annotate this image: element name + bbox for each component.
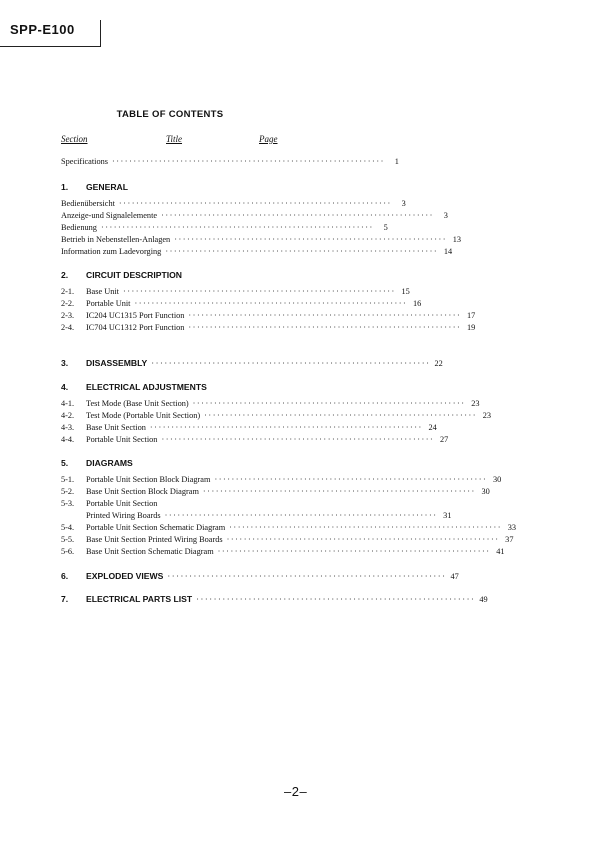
toc-heading-exploded-views[interactable] <box>61 570 459 582</box>
leader-dots: ································································ <box>217 547 491 556</box>
leader-dots: ································································ <box>165 247 439 256</box>
leader-dots: ································································ <box>149 423 423 432</box>
subsection-number: 2-4. <box>61 323 75 332</box>
leader-dots: ································································ <box>188 323 462 332</box>
leader-dots: ································································ <box>164 511 438 520</box>
toc-entry-page: 19 <box>466 323 476 332</box>
toc-entry-title: IC704 UC1312 Port Function <box>86 323 185 332</box>
toc-heading-electrical-adjustments[interactable] <box>61 381 278 393</box>
section-title: ELECTRICAL ADJUSTMENTS <box>86 382 207 392</box>
toc-entry-title: Printed Wiring Boards <box>86 511 161 520</box>
toc-entry[interactable] <box>61 246 453 258</box>
leader-dots: ································································ <box>118 199 392 208</box>
toc-entry-page: 47 <box>450 572 459 581</box>
subsection-number: 4-3. <box>61 423 75 432</box>
toc-entry-specifications[interactable] <box>61 156 399 168</box>
column-header-section: Section <box>61 134 88 144</box>
toc-entry-page: 30 <box>481 487 490 496</box>
toc-entry-title: Portable Unit Section Schematic Diagram <box>86 523 226 532</box>
toc-entry-page: 30 <box>492 475 502 484</box>
subsection-number: 5-6. <box>61 547 75 556</box>
page-number: –2– <box>284 784 308 799</box>
toc-entry[interactable] <box>61 286 410 298</box>
section-title: DISASSEMBLY <box>86 358 148 368</box>
toc-entry-page: 27 <box>439 435 449 444</box>
toc-entry-title: Test Mode (Base Unit Section) <box>86 399 189 408</box>
section-number: 4. <box>61 382 69 392</box>
toc-entry-title: Base Unit <box>86 287 119 296</box>
toc-entry[interactable] <box>61 310 476 322</box>
toc-entry-page: 23 <box>471 399 480 408</box>
toc-entry-title: Anzeige-und Signalelemente <box>61 211 158 220</box>
toc-entry-title: Betrieb in Nebenstellen-Anlagen <box>61 235 171 244</box>
subsection-number: 4-4. <box>61 435 75 444</box>
subsection-number: 5-3. <box>61 499 75 508</box>
leader-dots: ································································ <box>229 523 502 532</box>
toc-entry-page: 5 <box>383 223 388 232</box>
toc-entry-page: 23 <box>482 411 491 420</box>
toc-entry-page: 37 <box>505 535 514 544</box>
leader-dots: ································································ <box>134 299 408 308</box>
toc-entry-page: 17 <box>466 311 476 320</box>
toc-entry[interactable] <box>61 498 278 510</box>
toc-entry[interactable] <box>61 546 505 558</box>
toc-entry[interactable] <box>61 474 502 486</box>
toc-heading-general[interactable] <box>61 181 278 193</box>
leader-dots: ································································ <box>214 475 488 484</box>
toc-entry[interactable] <box>61 534 514 546</box>
leader-dots: ································································ <box>112 157 385 166</box>
toc-entry[interactable] <box>61 298 422 310</box>
leader-dots: ································································ <box>122 287 396 296</box>
toc-entry-page: 22 <box>434 359 443 368</box>
leader-dots: ································································ <box>204 411 477 420</box>
leader-dots: ································································ <box>196 594 476 604</box>
toc-entry-title: Test Mode (Portable Unit Section) <box>86 411 201 420</box>
section-number: 3. <box>61 358 69 368</box>
toc-entry-page: 41 <box>496 547 505 556</box>
toc-entry-title: Portable Unit <box>86 299 131 308</box>
toc-entry-page: 3 <box>401 199 406 208</box>
toc-entry-title: Bedienung <box>61 223 97 232</box>
subsection-number: 4-2. <box>61 411 75 420</box>
toc-entry-page: 16 <box>413 299 422 308</box>
toc-entry-page: 13 <box>452 235 462 244</box>
toc-entry-title: Information zum Ladevorging <box>61 247 162 256</box>
toc-entry-page: 33 <box>507 523 516 532</box>
toc-entry[interactable] <box>61 210 448 222</box>
section-number: 5. <box>61 458 69 468</box>
section-number: 1. <box>61 182 69 192</box>
section-title: DIAGRAMS <box>86 458 133 468</box>
section-title: EXPLODED VIEWS <box>86 571 164 581</box>
toc-entry[interactable] <box>61 434 449 446</box>
toc-entry[interactable] <box>61 486 490 498</box>
toc-entry-title: Base Unit Section Block Diagram <box>86 487 199 496</box>
toc-entry[interactable] <box>61 522 516 534</box>
toc-entry[interactable] <box>61 410 491 422</box>
leader-dots: ································································ <box>161 435 435 444</box>
leader-dots: ································································ <box>167 571 447 581</box>
toc-heading-diagrams[interactable] <box>61 457 278 469</box>
leader-dots: ································································ <box>226 535 500 544</box>
toc-entry-page: 49 <box>479 595 488 604</box>
subsection-number: 4-1. <box>61 399 75 408</box>
toc-entry[interactable] <box>61 422 437 434</box>
toc-entry-title: Base Unit Section Printed Wiring Boards <box>86 535 223 544</box>
toc-entry-page: 31 <box>443 511 452 520</box>
section-number: 6. <box>61 571 69 581</box>
toc-entry-page: 15 <box>401 287 410 296</box>
toc-entry-title: Base Unit Section <box>86 423 146 432</box>
section-number: 7. <box>61 594 69 604</box>
section-number: 2. <box>61 270 69 280</box>
toc-entry-page: 24 <box>428 423 437 432</box>
leader-dots: ································································ <box>202 487 476 496</box>
toc-entry-page: 3 <box>443 211 448 220</box>
leader-dots: ································································ <box>100 223 374 232</box>
toc-title: TABLE OF CONTENTS <box>116 109 224 120</box>
column-header-title: Title <box>166 134 183 144</box>
toc-entry[interactable] <box>61 322 476 334</box>
toc-entry-title: Portable Unit Section Block Diagram <box>86 475 211 484</box>
toc-entry[interactable] <box>61 234 462 246</box>
toc-entry-title: Bedienübersicht <box>61 199 115 208</box>
subsection-number: 2-1. <box>61 287 75 296</box>
toc-entry-page: 1 <box>394 157 399 166</box>
model-name: SPP-E100 <box>10 22 75 37</box>
toc-entry[interactable] <box>61 198 406 210</box>
column-header-page: Page <box>259 134 278 144</box>
toc-heading-electrical-parts-list[interactable] <box>61 593 488 605</box>
toc-heading-disassembly[interactable] <box>61 357 443 369</box>
leader-dots: ································································ <box>192 399 466 408</box>
subsection-number: 5-1. <box>61 475 75 484</box>
leader-dots: ································································ <box>151 358 431 368</box>
subsection-number: 5-5. <box>61 535 75 544</box>
section-title: ELECTRICAL PARTS LIST <box>86 594 193 604</box>
toc-entry-title: Portable Unit Section <box>86 435 158 444</box>
toc-entry-title: Specifications <box>61 157 109 166</box>
toc-entry-title: Portable Unit Section <box>86 499 158 508</box>
toc-entry[interactable] <box>61 222 388 234</box>
leader-dots: ································································ <box>188 311 462 320</box>
section-title: GENERAL <box>86 182 129 192</box>
subsection-number: 5-4. <box>61 523 75 532</box>
subsection-number: 2-3. <box>61 311 75 320</box>
toc-entry[interactable] <box>61 398 480 410</box>
section-title: CIRCUIT DESCRIPTION <box>86 270 182 280</box>
subsection-number: 2-2. <box>61 299 75 308</box>
subsection-number: 5-2. <box>61 487 75 496</box>
toc-heading-circuit-description[interactable] <box>61 269 278 281</box>
leader-dots: ································································ <box>161 211 434 220</box>
toc-entry-title: Base Unit Section Schematic Diagram <box>86 547 214 556</box>
leader-dots: ································································ <box>174 235 448 244</box>
toc-entry-page: 14 <box>443 247 453 256</box>
toc-entry[interactable] <box>61 510 452 522</box>
toc-entry-title: IC204 UC1315 Port Function <box>86 311 185 320</box>
